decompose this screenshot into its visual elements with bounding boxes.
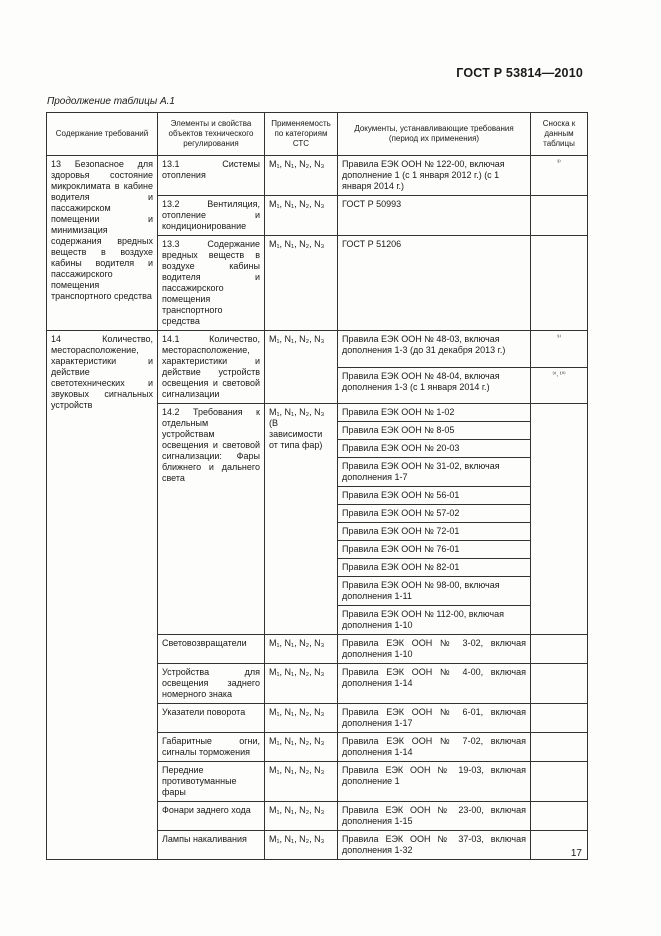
document-cell: Правила ЕЭК ООН № 4-00, включая дополнения 1-14 (338, 664, 531, 704)
document-cell: Правила ЕЭК ООН № 1-02 (338, 404, 531, 422)
footnote-cell: ³⁾ (531, 156, 588, 196)
footnote-cell (531, 664, 588, 704)
header-footnote: Сноска к данным таблицы (531, 113, 588, 156)
element-cell: Фонари заднего хода (158, 802, 265, 831)
category-cell: M₁, N₁, N₂, N₃ (265, 704, 338, 733)
header-elements: Элементы и свойства объектов технического регулирования (158, 113, 265, 156)
document-cell: Правила ЕЭК ООН № 20-03 (338, 440, 531, 458)
category-cell: M₁, N₁, N₂, N₃ (265, 331, 338, 404)
document-cell: Правила ЕЭК ООН № 7-02, включая дополнения 1-14 (338, 733, 531, 762)
document-cell: Правила ЕЭК ООН № 72-01 (338, 523, 531, 541)
document-cell: Правила ЕЭК ООН № 122-00, включая дополнение 1 (с 1 января 2012 г.) (с 1 января 2014 г.) (338, 156, 531, 196)
footnote-cell (531, 733, 588, 762)
element-cell: Лампы накаливания (158, 831, 265, 860)
document-cell: Правила ЕЭК ООН № 56-01 (338, 487, 531, 505)
document-cell: Правила ЕЭК ООН № 82-01 (338, 559, 531, 577)
element-cell: 13.3 Содержание вредных веществ в воздухе кабины водителя и пассажирского помещения транспортного средства (158, 236, 265, 331)
page-number: 17 (570, 848, 582, 859)
category-cell: M₁, N₁, N₂, N₃ (265, 156, 338, 196)
category-cell: M₁, N₁, N₂, N₃ (265, 196, 338, 236)
element-cell: 13.1 Системы отопления (158, 156, 265, 196)
element-cell: Передние противотуманные фары (158, 762, 265, 802)
element-cell: 14.2 Требования к отдельным устройствам освещения и световой сигнализации: Фары ближнего и дальнего света (158, 404, 265, 635)
category-cell: M₁, N₁, N₂, N₃ (265, 733, 338, 762)
document-cell: Правила ЕЭК ООН № 57-02 (338, 505, 531, 523)
table-row (47, 331, 588, 368)
requirement-13: 13 Безопасное для здоровья состояние микроклимата в кабине водителя и пассажирском помещении и минимизация содержания вредных веществ в воздухе кабины водителя и пассажирского помещения транспортного средства (47, 156, 158, 331)
footnote-cell (531, 236, 588, 331)
header-requirements: Содержание требований (47, 113, 158, 156)
element-cell: Световозвращатели (158, 635, 265, 664)
document-cell: Правила ЕЭК ООН № 3-02, включая дополнения 1-10 (338, 635, 531, 664)
table-row (47, 156, 588, 196)
document-cell: Правила ЕЭК ООН № 23-00, включая дополнения 1-15 (338, 802, 531, 831)
document-cell: Правила ЕЭК ООН № 112-00, включая дополнения 1-10 (338, 606, 531, 635)
footnote-cell (531, 704, 588, 733)
document-cell: Правила ЕЭК ООН № 8-05 (338, 422, 531, 440)
footnote-cell (531, 196, 588, 236)
document-cell: Правила ЕЭК ООН № 19-03, включая дополнение 1 (338, 762, 531, 802)
footnote-cell (531, 635, 588, 664)
category-cell: M₁, N₁, N₂, N₃ (265, 831, 338, 860)
document-cell: ГОСТ Р 50993 (338, 196, 531, 236)
category-cell: M₁, N₁, N₂, N₃ (265, 802, 338, 831)
category-cell: M₁, N₁, N₂, N₃ (265, 236, 338, 331)
element-cell: 13.2 Вентиляция, отопление и кондиционирование (158, 196, 265, 236)
footnote-cell (531, 802, 588, 831)
element-cell: Габаритные огни, сигналы торможения (158, 733, 265, 762)
requirements-table (46, 112, 588, 860)
document-cell: Правила ЕЭК ООН № 31-02, включая дополнения 1-7 (338, 458, 531, 487)
footnote-cell (531, 762, 588, 802)
element-cell: Указатели поворота (158, 704, 265, 733)
category-cell: M₁, N₁, N₂, N₃ (265, 664, 338, 704)
category-cell: M₁, N₁, N₂, N₃ (265, 762, 338, 802)
header-categories: Применяемость по категориям СТС (265, 113, 338, 156)
element-cell: 14.1 Количество, месторасположение, характеристики и действие устройств освещения и световой сигнализации (158, 331, 265, 404)
document-cell: ГОСТ Р 51206 (338, 236, 531, 331)
requirement-14: 14 Количество, месторасположение, характеристики и действие светотехнических и звуковых сигнальных устройств (47, 331, 158, 860)
category-cell: M₁, N₁, N₂, N₃ (В зависимости от типа фар) (265, 404, 338, 635)
document-cell: Правила ЕЭК ООН № 6-01, включая дополнения 1-17 (338, 704, 531, 733)
document-code: ГОСТ Р 53814—2010 (456, 66, 583, 80)
header-documents: Документы, устанавливающие требования (период их применения) (338, 113, 531, 156)
table-caption: Продолжение таблицы А.1 (47, 96, 175, 107)
document-cell: Правила ЕЭК ООН № 98-00, включая дополнения 1-11 (338, 577, 531, 606)
table-header-row (47, 113, 588, 156)
document-cell: Правила ЕЭК ООН № 48-04, включая дополнения 1-3 (с 1 января 2014 г.) (338, 367, 531, 404)
document-cell: Правила ЕЭК ООН № 37-03, включая дополнения 1-32 (338, 831, 531, 860)
element-cell: Устройства для освещения заднего номерного знака (158, 664, 265, 704)
document-cell: Правила ЕЭК ООН № 76-01 (338, 541, 531, 559)
document-cell: Правила ЕЭК ООН № 48-03, включая дополнения 1-3 (до 31 декабря 2013 г.) (338, 331, 531, 368)
category-cell: M₁, N₁, N₂, N₃ (265, 635, 338, 664)
footnote-cell: ⁹⁾, ¹⁰⁾ (531, 367, 588, 404)
footnote-cell: ⁹⁾ (531, 331, 588, 368)
footnote-cell (531, 404, 588, 635)
